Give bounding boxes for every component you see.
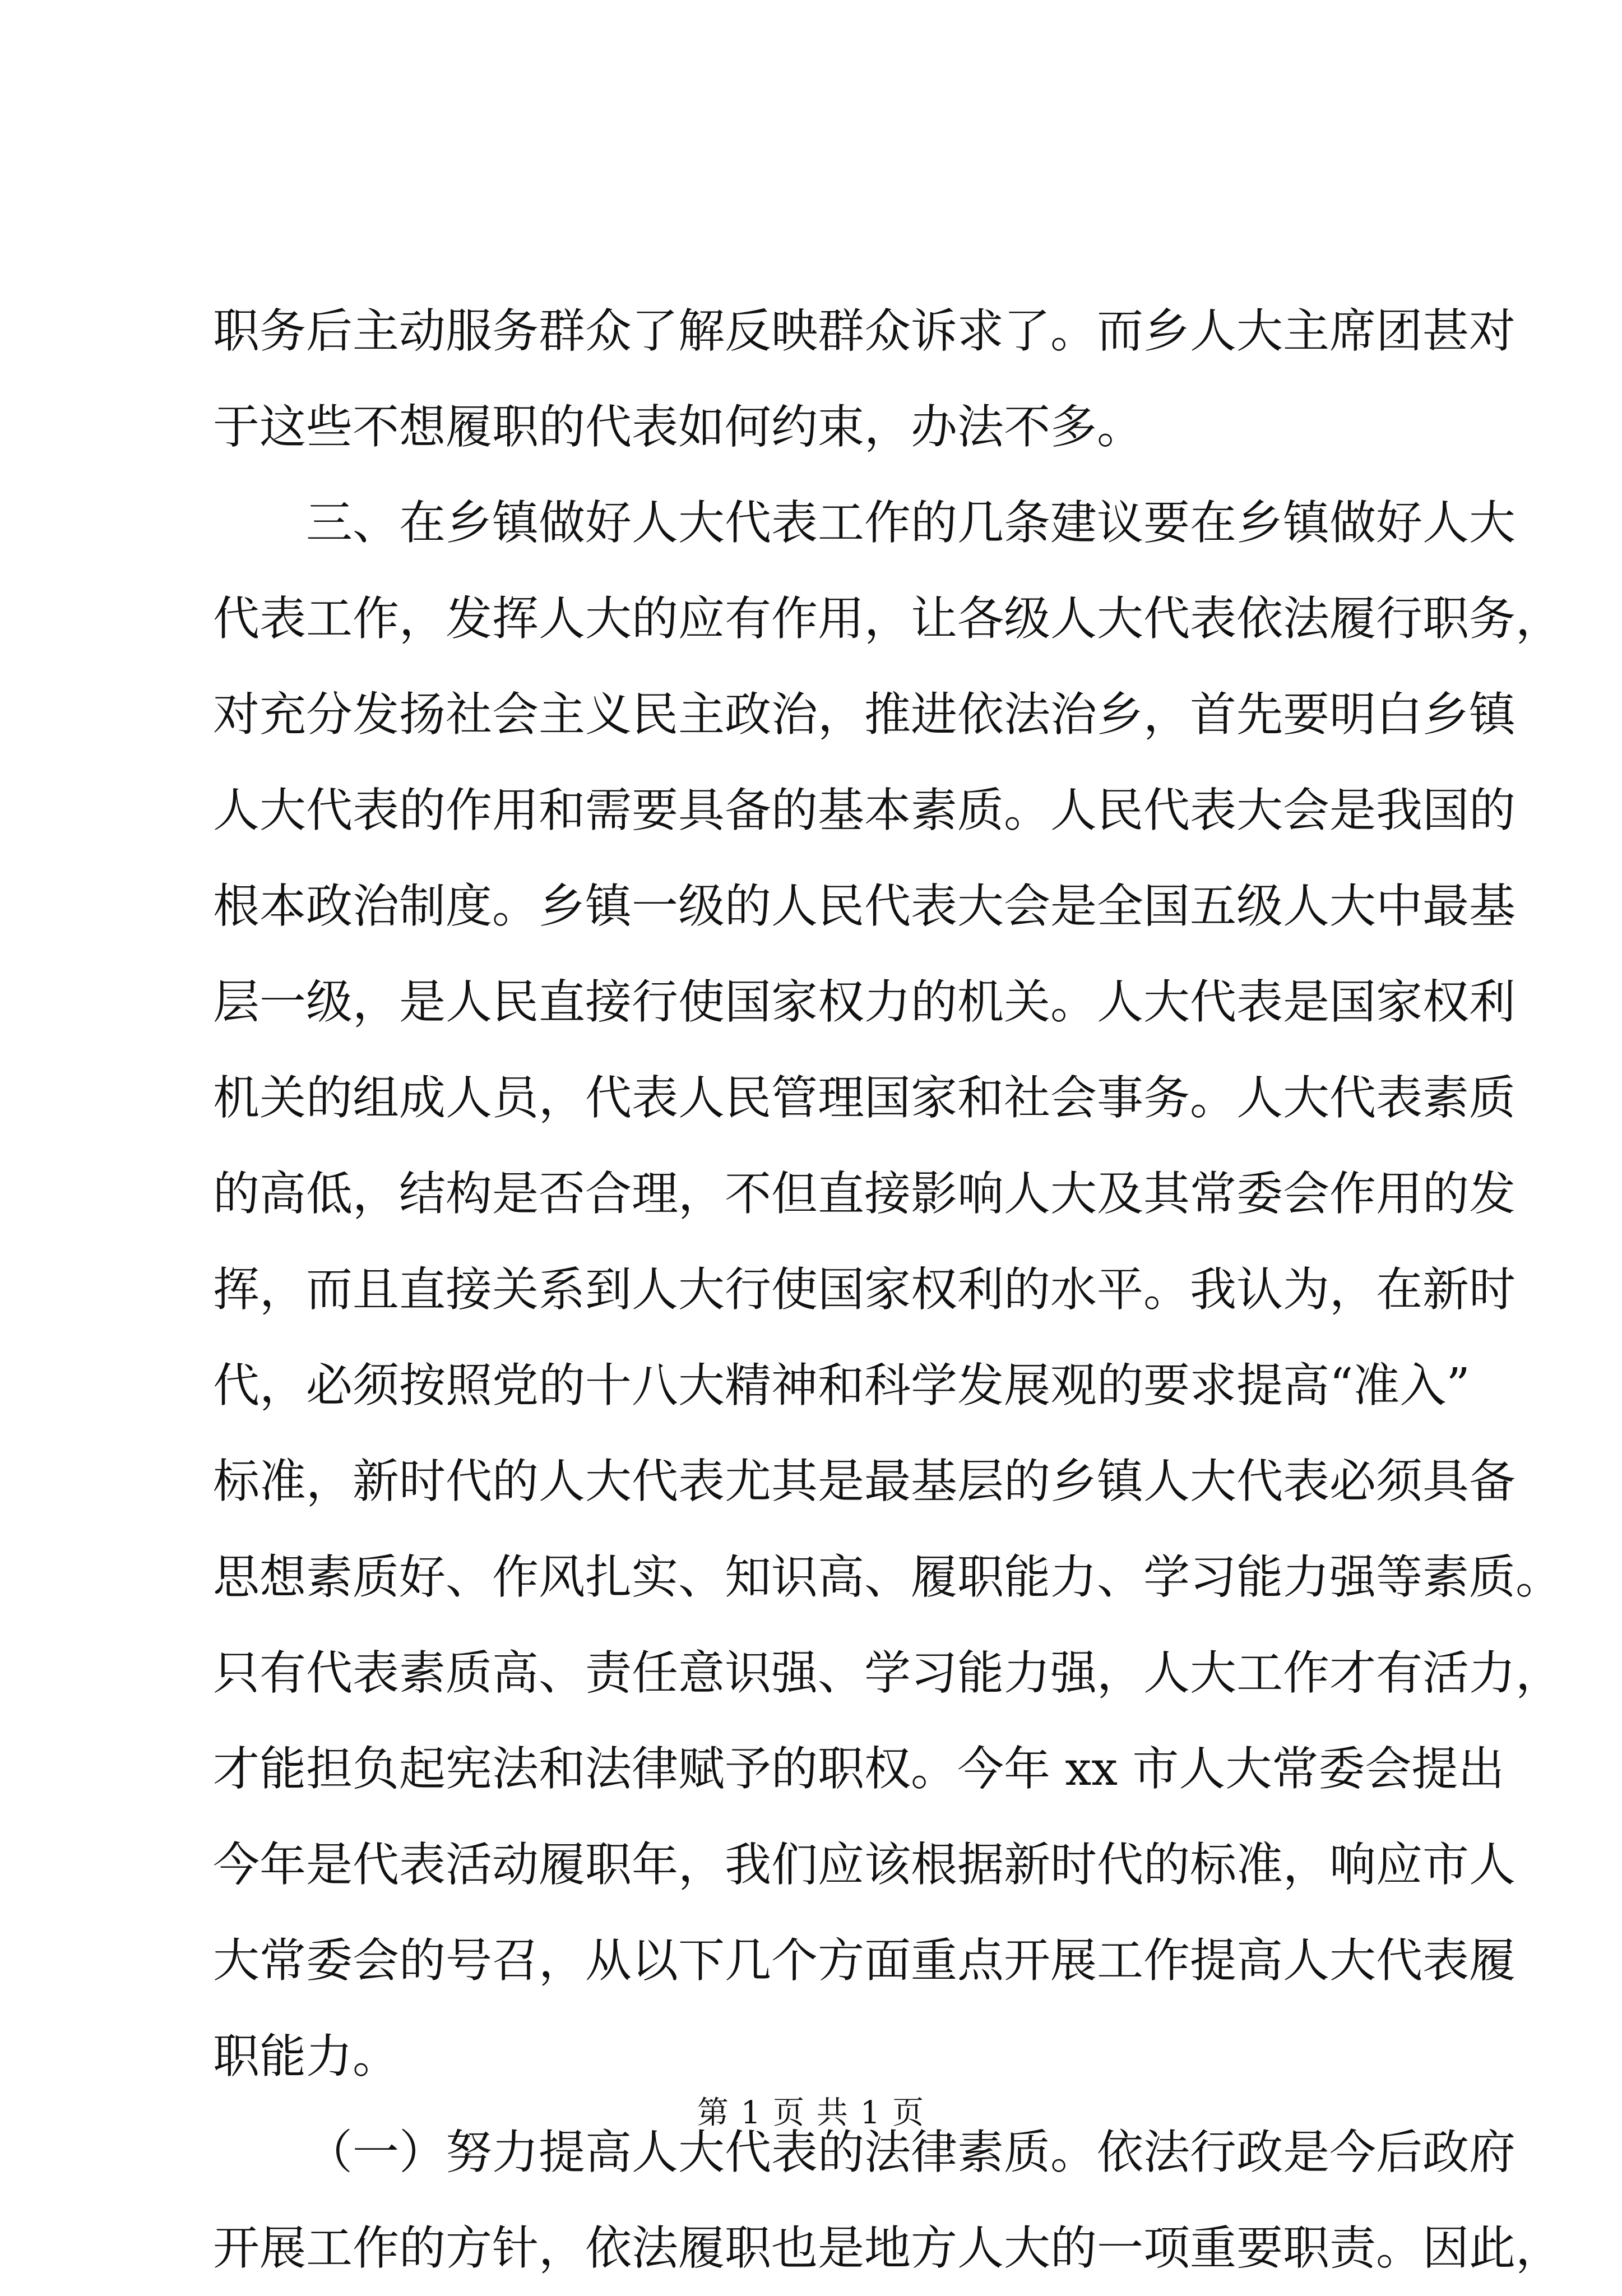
text-line: 层一级，是人民直接行使国家权力的机关。人大代表是国家权利 <box>213 975 1516 1029</box>
page-number-label: 第 1 页 共 1 页 <box>697 2095 925 2131</box>
text-line: 职务后主动服务群众了解反映群众诉求了。而乡人大主席团甚对 <box>213 304 1516 358</box>
text-line: 根本政治制度。乡镇一级的人民代表大会是全国五级人大中最基 <box>213 879 1516 933</box>
text-line: 开展工作的方针，依法履职也是地方人大的一项重要职责。因此， <box>213 2221 1562 2275</box>
page-footer <box>0 2088 1622 2133</box>
text-line: 思想素质好、作风扎实、知识高、履职能力、学习能力强等素质。 <box>213 1550 1562 1604</box>
text-line: （一）努力提高人大代表的法律素质。依法行政是今后政府 <box>306 2125 1516 2179</box>
text-line: 对充分发扬社会主义民主政治，推进依法治乡，首先要明白乡镇 <box>213 687 1516 742</box>
text-line: 职能力。 <box>213 2029 399 2084</box>
text-line: 三、在乡镇做好人大代表工作的几条建议要在乡镇做好人大 <box>306 496 1516 550</box>
text-line: 的高低，结构是否合理，不但直接影响人大及其常委会作用的发 <box>213 1166 1516 1221</box>
text-line: 机关的组成人员，代表人民管理国家和社会事务。人大代表素质 <box>213 1071 1516 1125</box>
text-line: 只有代表素质高、责任意识强、学习能力强，人大工作才有活力， <box>213 1646 1562 1700</box>
text-line: 大常委会的号召，从以下几个方面重点开展工作提高人大代表履 <box>213 1933 1516 1988</box>
text-line: 标准，新时代的人大代表尤其是最基层的乡镇人大代表必须具备 <box>213 1454 1516 1508</box>
text-line: 于这些不想履职的代表如何约束，办法不多。 <box>213 400 1143 454</box>
text-line: 人大代表的作用和需要具备的基本素质。人民代表大会是我国的 <box>213 783 1516 837</box>
text-line: 挥，而且直接关系到人大行使国家权利的水平。我认为，在新时 <box>213 1262 1516 1317</box>
text-line: 代，必须按照党的十八大精神和科学发展观的要求提高“准入” <box>213 1358 1470 1413</box>
text-line: 代表工作，发挥人大的应有作用，让各级人大代表依法履行职务， <box>213 591 1562 646</box>
document-body <box>213 283 1562 2296</box>
text-line: 才能担负起宪法和法律赋予的职权。今年 xx 市人大常委会提出 <box>213 1742 1505 1796</box>
text-line: 今年是代表活动履职年，我们应该根据新时代的标准，响应市人 <box>213 1837 1516 1892</box>
